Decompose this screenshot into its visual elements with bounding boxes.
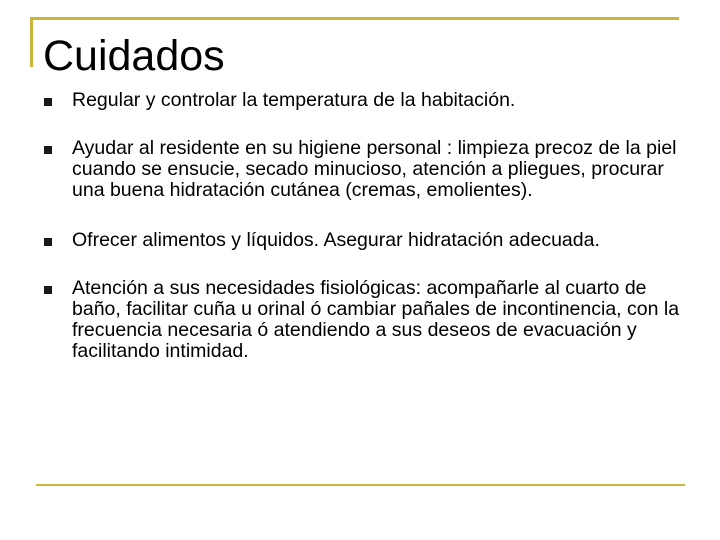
bullet-item-3 <box>40 230 682 251</box>
frame-bottom-line <box>36 484 685 486</box>
slide-title: Cuidados <box>43 32 225 80</box>
bullet-item-4 <box>40 278 682 362</box>
frame-left-line <box>30 17 33 67</box>
frame-top-line <box>30 17 679 20</box>
bullet-text-1: Regular y controlar la temperatura de la habitación. <box>72 89 516 111</box>
square-bullet-icon <box>44 146 52 154</box>
bullet-text-4: Atención a sus necesidades fisiológicas: acompañarle al cuarto de baño, facilitar cuña u orinal ó cambiar pañales de incontinencia, con la frecuencia necesaria ó atendiendo a sus deseos de evacuación y facilitando intimidad. <box>72 277 680 362</box>
bullet-text-2: Ayudar al residente en su higiene personal : limpieza precoz de la piel cuando se ensucie, secado minucioso, atención a pliegues, procurar una buena hidratación cutánea (cremas, emolientes). <box>72 137 677 201</box>
bullet-item-2 <box>40 138 682 201</box>
square-bullet-icon <box>44 238 52 246</box>
bullet-list <box>40 90 690 389</box>
bullet-item-1 <box>40 90 682 111</box>
bullet-text-3: Ofrecer alimentos y líquidos. Asegurar hidratación adecuada. <box>72 229 600 251</box>
square-bullet-icon <box>44 98 52 106</box>
square-bullet-icon <box>44 286 52 294</box>
